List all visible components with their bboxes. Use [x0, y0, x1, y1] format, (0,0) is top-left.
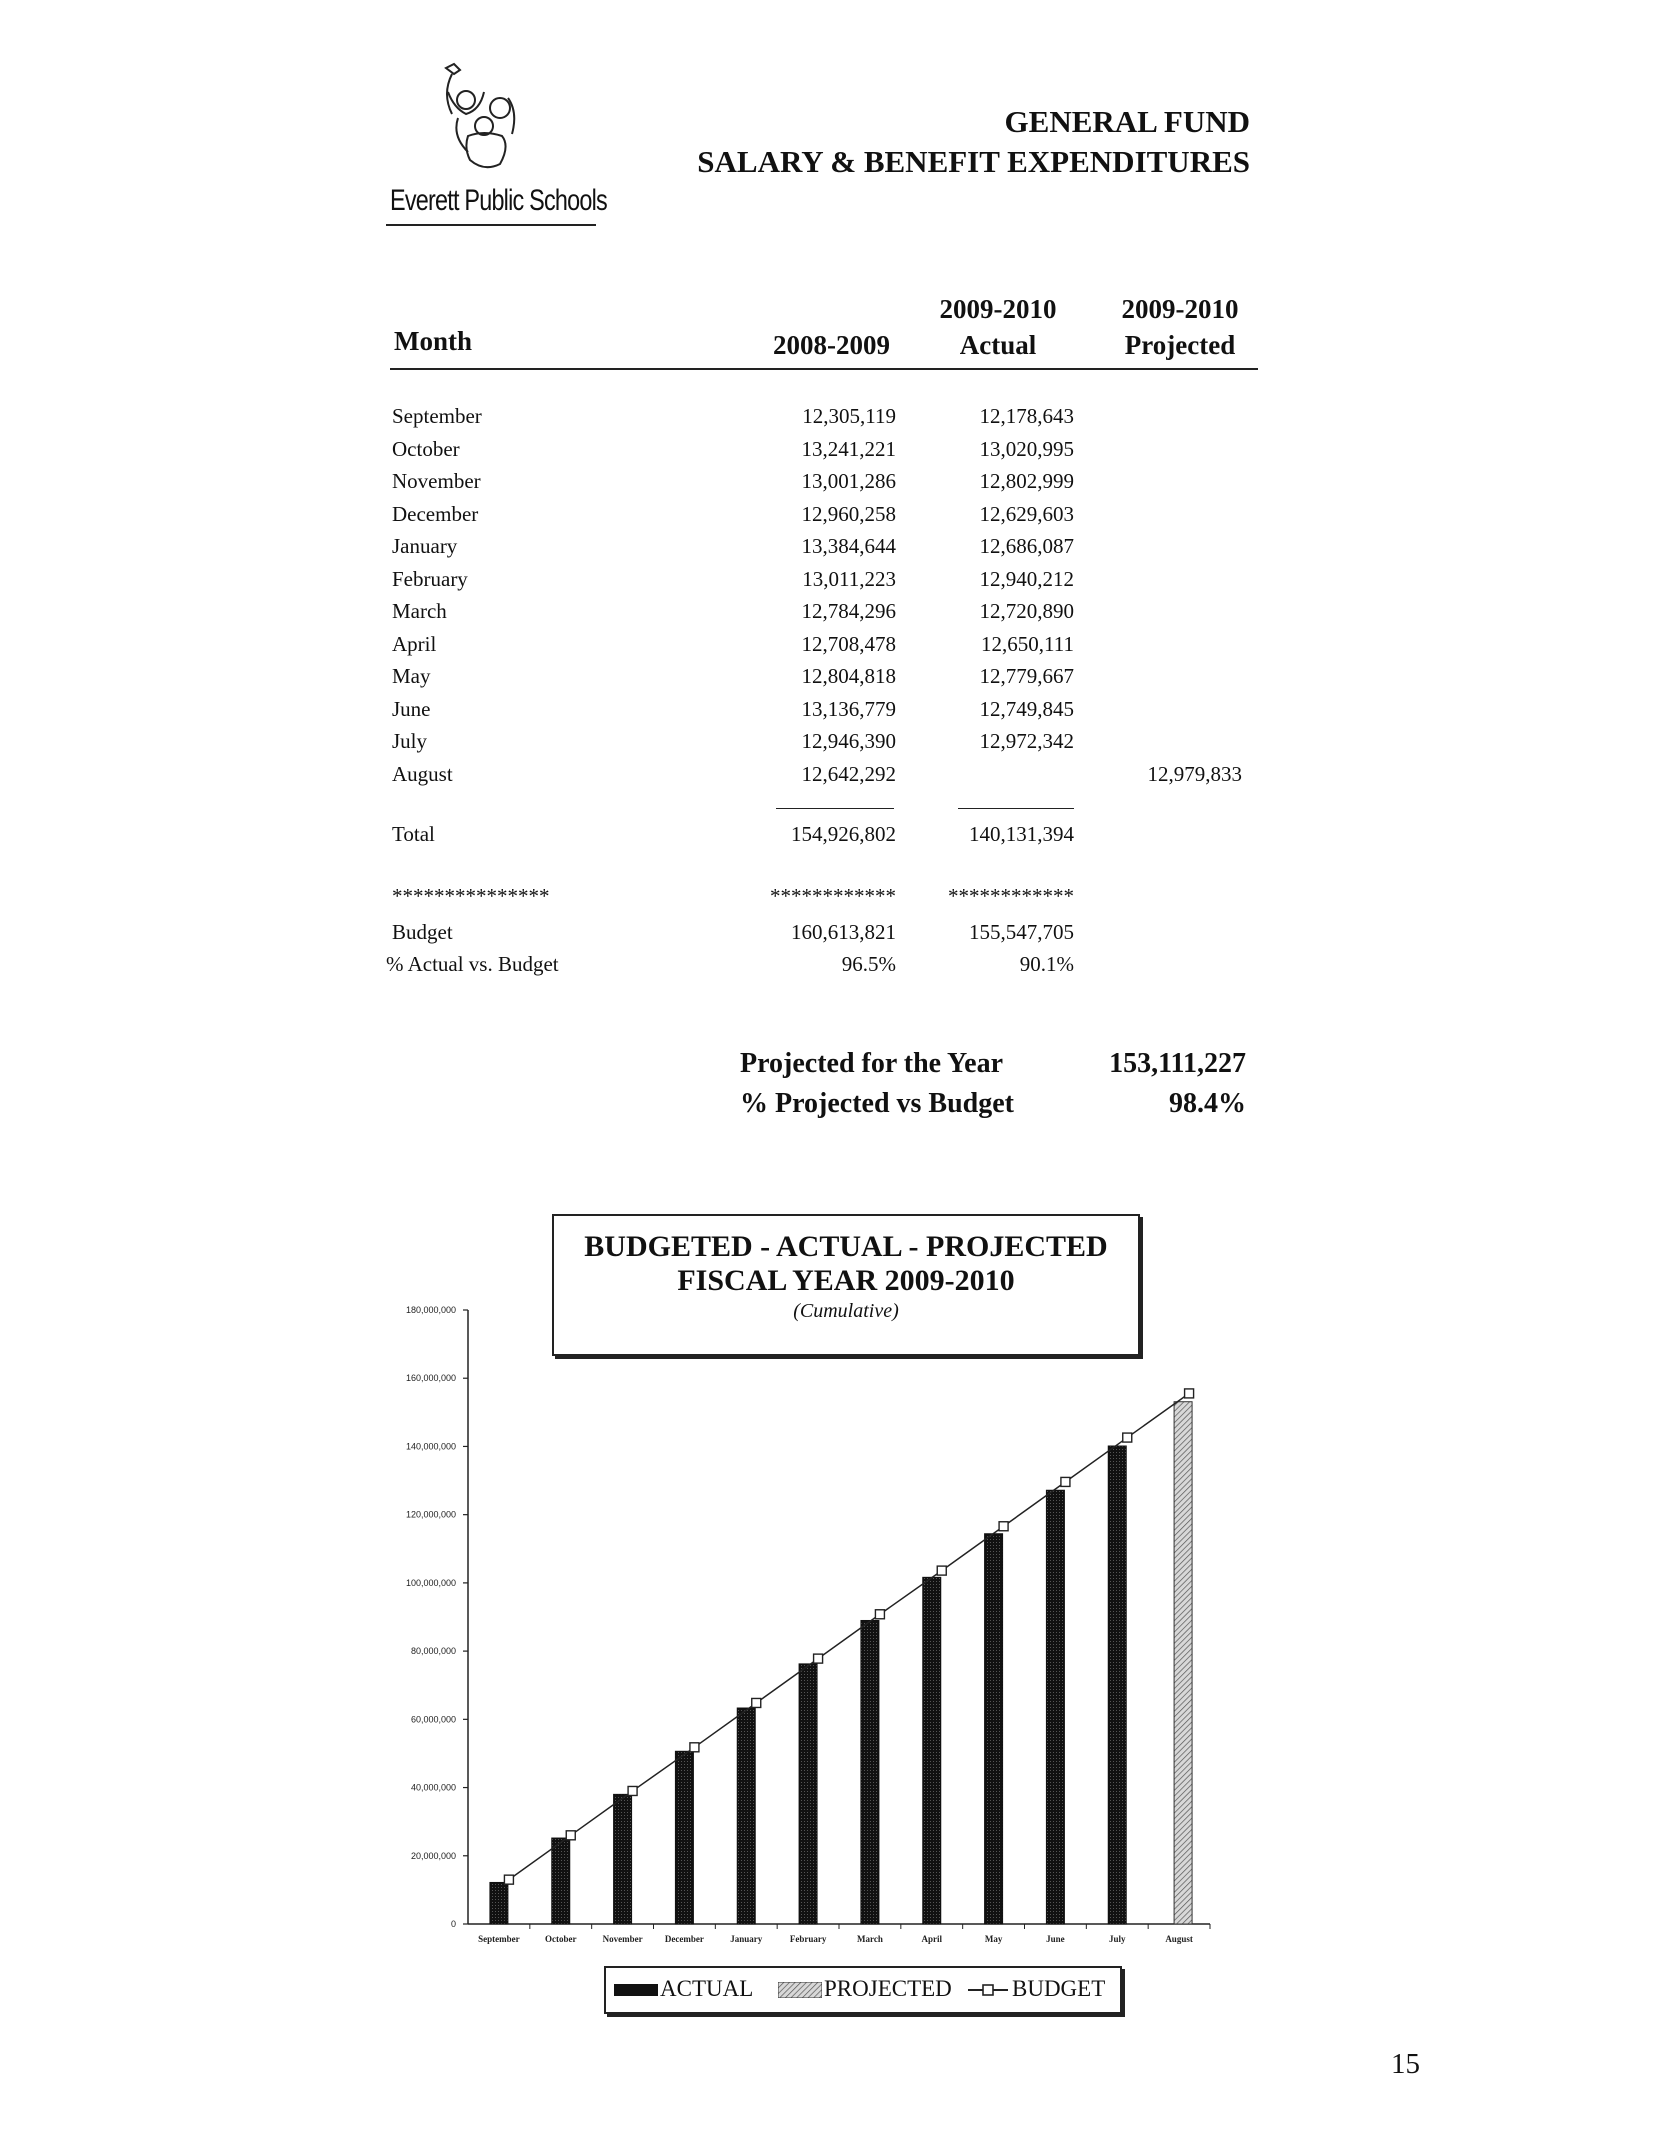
col-header-2008-2009: 2008-2009 — [773, 330, 890, 360]
budget-marker — [690, 1743, 699, 1752]
row-month: February — [392, 566, 468, 591]
y-tick-label: 20,000,000 — [410, 1850, 456, 1861]
legend-actual-swatch — [614, 1984, 658, 1996]
row-month: June — [392, 696, 431, 721]
row-2008-2009: 12,305,119 — [802, 404, 896, 428]
report-title-line1: GENERAL FUND — [1004, 104, 1250, 139]
row-month: September — [392, 404, 482, 428]
row-month: October — [392, 436, 460, 461]
pct-2008-2009: 96.5% — [841, 952, 896, 976]
stars-actual: ************ — [948, 884, 1074, 908]
y-tick-label: 140,000,000 — [405, 1441, 456, 1452]
col-header-projected: Projected — [1124, 330, 1236, 360]
chart-title: BUDGETED - ACTUAL - PROJECTED — [584, 1230, 1108, 1263]
budget-marker — [628, 1786, 637, 1795]
bar-actual — [1046, 1490, 1064, 1924]
total-actual: 140,131,394 — [969, 822, 1074, 846]
x-tick-label: April — [921, 1934, 943, 1944]
legend-budget-swatch — [966, 1980, 1010, 2000]
row-actual: 12,802,999 — [979, 469, 1074, 493]
y-tick-label: 40,000,000 — [410, 1782, 456, 1793]
row-actual: 13,020,995 — [979, 436, 1074, 461]
chart-title-box — [552, 1214, 1140, 1356]
y-tick-label: 80,000,000 — [410, 1646, 456, 1657]
budget-label: Budget — [392, 920, 453, 944]
stars-2008-2009: ************ — [770, 884, 896, 908]
row-actual: 12,629,603 — [979, 501, 1074, 526]
budget-marker — [752, 1698, 761, 1707]
row-actual: 12,178,643 — [979, 404, 1074, 428]
y-tick-label: 120,000,000 — [405, 1509, 456, 1520]
row-actual: 12,972,342 — [979, 729, 1074, 753]
row-actual: 12,749,845 — [979, 696, 1074, 721]
budget-marker — [875, 1610, 884, 1619]
budget-marker — [1061, 1477, 1070, 1486]
row-month: May — [392, 664, 431, 688]
bar-actual — [1108, 1446, 1126, 1924]
projected-pct-label: % Projected vs Budget — [740, 1088, 1014, 1119]
row-actual: 12,650,111 — [981, 631, 1074, 656]
row-actual: 12,686,087 — [979, 534, 1074, 558]
x-tick-label: July — [1108, 1934, 1126, 1944]
bar-actual — [923, 1577, 941, 1924]
budget-marker — [566, 1831, 575, 1840]
legend-projected-swatch — [778, 1982, 822, 1998]
budget-marker — [504, 1875, 513, 1884]
x-tick-label: September — [478, 1934, 520, 1944]
report-title-line2: SALARY & BENEFIT EXPENDITURES — [697, 144, 1250, 179]
budget-marker — [814, 1654, 823, 1663]
chart-subtitle: FISCAL YEAR 2009-2010 — [677, 1264, 1015, 1297]
legend-budget-label: BUDGET — [1012, 1976, 1106, 2001]
bar-actual — [490, 1882, 508, 1924]
row-2008-2009: 13,011,223 — [802, 566, 896, 591]
projected-year-label: Projected for the Year — [740, 1048, 1004, 1079]
row-2008-2009: 13,384,644 — [801, 534, 896, 558]
projected-year-value: 153,111,227 — [1109, 1048, 1246, 1079]
page-number: 15 — [1391, 2048, 1420, 2080]
x-tick-label: August — [1165, 1934, 1193, 1944]
bar-actual — [675, 1751, 693, 1924]
bar-actual — [799, 1664, 817, 1924]
bar-actual — [737, 1708, 755, 1924]
x-tick-label: May — [984, 1934, 1003, 1944]
col-header-projected-year: 2009-2010 — [1121, 294, 1239, 324]
row-actual: 12,720,890 — [979, 599, 1074, 623]
budget-marker — [937, 1566, 946, 1575]
col-header-actual: Actual — [959, 330, 1037, 360]
budget-marker — [1185, 1389, 1194, 1398]
y-tick-label: 60,000,000 — [410, 1714, 456, 1725]
chart-note: (Cumulative) — [793, 1300, 899, 1322]
x-tick-label: October — [545, 1934, 577, 1944]
budget-line — [509, 1393, 1189, 1879]
y-tick-label: 100,000,000 — [405, 1577, 456, 1588]
x-tick-label: December — [664, 1934, 704, 1944]
legend-actual-label: ACTUAL — [660, 1976, 754, 2001]
org-name: Everett Public Schools — [390, 184, 607, 217]
total-label: Total — [392, 822, 435, 846]
projected-pct-value: 98.4% — [1169, 1088, 1246, 1119]
row-month: November — [392, 469, 481, 493]
col-header-actual-year: 2009-2010 — [939, 294, 1057, 324]
row-month: July — [392, 729, 428, 753]
budget-marker — [999, 1522, 1008, 1531]
bar-actual — [614, 1794, 632, 1924]
bar-projected — [1174, 1402, 1192, 1924]
row-projected: 12,979,833 — [1147, 761, 1242, 786]
row-2008-2009: 12,946,390 — [801, 729, 896, 753]
y-tick-label: 0 — [450, 1919, 456, 1929]
bar-actual — [985, 1534, 1003, 1924]
legend-projected-label: PROJECTED — [824, 1976, 952, 2001]
row-2008-2009: 12,708,478 — [801, 631, 896, 656]
col-header-month: Month — [394, 326, 473, 356]
pct-label: % Actual vs. Budget — [386, 952, 559, 976]
budget-2008-2009: 160,613,821 — [791, 920, 896, 944]
x-tick-label: June — [1046, 1934, 1065, 1944]
y-tick-label: 160,000,000 — [405, 1373, 456, 1384]
x-tick-label: January — [730, 1934, 763, 1944]
chart-legend — [604, 1966, 1122, 2014]
row-2008-2009: 13,001,286 — [801, 469, 896, 493]
pct-actual: 90.1% — [1019, 952, 1074, 976]
budget-actual: 155,547,705 — [969, 920, 1074, 944]
row-2008-2009: 12,784,296 — [801, 599, 896, 623]
row-month: December — [392, 501, 479, 526]
row-2008-2009: 12,804,818 — [801, 664, 896, 688]
bar-actual — [861, 1620, 879, 1924]
stars-separator: *************** — [392, 884, 550, 908]
row-2008-2009: 12,960,258 — [801, 501, 896, 526]
x-tick-label: February — [789, 1934, 827, 1944]
budget-marker — [1123, 1433, 1132, 1442]
row-actual: 12,940,212 — [979, 566, 1074, 591]
row-month: August — [392, 761, 453, 786]
y-tick-label: 180,000,000 — [405, 1305, 456, 1315]
row-month: March — [392, 599, 447, 623]
row-2008-2009: 12,642,292 — [801, 761, 896, 786]
x-tick-label: March — [857, 1934, 883, 1944]
x-tick-label: November — [602, 1934, 643, 1944]
row-month: January — [392, 534, 458, 558]
bar-actual — [552, 1838, 570, 1924]
row-2008-2009: 13,136,779 — [801, 696, 896, 721]
row-month: April — [392, 631, 437, 656]
row-actual: 12,779,667 — [979, 664, 1074, 688]
total-2008-2009: 154,926,802 — [791, 822, 896, 846]
row-2008-2009: 13,241,221 — [801, 436, 896, 461]
